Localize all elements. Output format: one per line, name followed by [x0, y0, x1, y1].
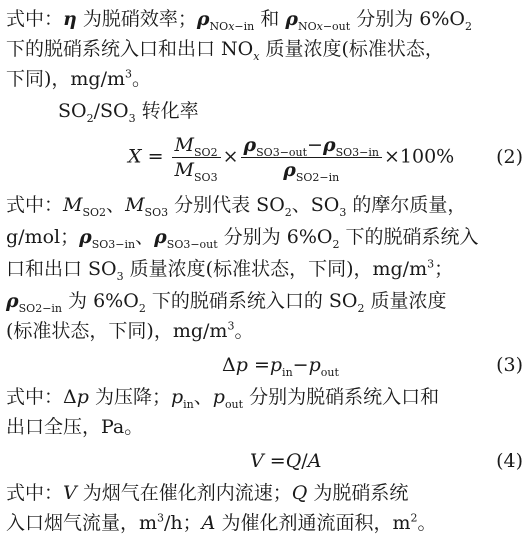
minus-operator: −: [292, 354, 309, 376]
subscript: 3: [128, 111, 136, 125]
fraction-molar-mass: [172, 134, 221, 184]
text: SO: [58, 100, 87, 122]
pressure-symbol: p: [308, 354, 321, 376]
molar-mass-symbol: M: [125, 194, 145, 216]
paragraph-line: [6, 34, 526, 64]
fraction-concentration: [241, 134, 382, 184]
pressure-symbol: p: [212, 386, 225, 408]
text: 、SO: [291, 194, 340, 216]
molar-mass-symbol: M: [174, 159, 195, 181]
subscript: SO2: [82, 205, 107, 219]
text: 分别为 6%O: [217, 226, 333, 248]
molar-mass-symbol: M: [174, 134, 195, 156]
paragraph-line: [6, 382, 526, 412]
paragraph-line: [6, 412, 526, 442]
pressure-symbol: p: [76, 386, 89, 408]
subscript: NO: [297, 19, 317, 33]
flow-rate-symbol: Q: [285, 450, 302, 472]
text: 式中：: [6, 482, 64, 504]
subscript: in: [183, 397, 194, 411]
subscript: 3: [339, 205, 347, 219]
text: 质量浓度(标准状态，: [259, 38, 444, 60]
superscript: 3: [125, 67, 133, 81]
text: 分别代表 SO: [168, 194, 285, 216]
subscript: SO2: [194, 145, 218, 159]
area-symbol: A: [307, 450, 322, 472]
subscript: SO2−in: [295, 170, 340, 184]
text: 下同)，mg/m: [6, 68, 126, 90]
text: ；: [434, 258, 454, 280]
text: 的摩尔质量，: [346, 194, 467, 216]
text: 。: [417, 512, 437, 534]
delta-symbol: Δ: [222, 354, 236, 376]
paragraph-line: [6, 4, 526, 34]
text: 为烟气在催化剂内流速；: [76, 482, 292, 504]
rho-symbol: ρ: [283, 159, 296, 181]
flow-rate-symbol: Q: [291, 482, 308, 504]
superscript: 3: [427, 257, 435, 271]
subscript: out: [320, 365, 339, 379]
rho-symbol: ρ: [322, 134, 336, 156]
text: 转化率: [135, 100, 199, 122]
rho-symbol: ρ: [6, 290, 19, 312]
paragraph-line: [6, 286, 526, 316]
subscript: 2: [357, 301, 365, 315]
text: 质量浓度: [364, 290, 447, 312]
subscript: −in: [234, 19, 255, 33]
text: 为 6%O: [62, 290, 139, 312]
rho-symbol: ρ: [79, 226, 92, 248]
subscript: out: [224, 397, 244, 411]
subscript: SO3: [144, 205, 169, 219]
subscript: 2: [86, 111, 94, 125]
equation-number: (3): [496, 354, 523, 376]
rho-symbol: ρ: [243, 134, 257, 156]
text: 下的脱硝系统入口和出口 NO: [6, 38, 254, 60]
molar-mass-symbol: M: [63, 194, 83, 216]
pressure-symbol: p: [235, 354, 248, 376]
text: 式中：: [6, 194, 64, 216]
text: 、: [106, 194, 126, 216]
superscript: 3: [227, 319, 235, 333]
paragraph-line: [6, 508, 526, 538]
equation-3: [222, 350, 339, 380]
times-operator: ×: [222, 145, 239, 168]
delta-symbol: Δ: [63, 386, 77, 408]
pressure-symbol: p: [170, 386, 184, 408]
subscript: 2: [284, 205, 292, 219]
text: 下的脱硝系统入: [339, 226, 479, 248]
subscript: x: [316, 19, 323, 33]
equals-operator: =: [263, 450, 286, 472]
subscript: in: [282, 365, 293, 379]
velocity-symbol: V: [250, 450, 264, 472]
text: 口和出口 SO: [6, 258, 117, 280]
times-operator: ×100%: [383, 145, 455, 168]
text: 式中：: [6, 8, 64, 30]
text: 质量浓度(标准状态，下同)，mg/m: [123, 258, 428, 280]
subscript: SO3−out: [256, 145, 308, 159]
subscript: 3: [116, 269, 124, 283]
subscript: 2: [332, 237, 340, 251]
subscript: SO3: [194, 170, 218, 184]
area-symbol: A: [201, 512, 216, 534]
text: 、: [193, 386, 213, 408]
text: 出口全压，Pa。: [6, 416, 144, 438]
section-heading: [58, 96, 531, 126]
velocity-symbol: V: [63, 482, 77, 504]
subscript: 2: [465, 19, 473, 33]
superscript: 2: [410, 511, 418, 525]
paragraph-line: [6, 190, 526, 220]
eta-symbol: η: [63, 8, 77, 30]
subscript: NO: [209, 19, 229, 33]
paragraph-line: [6, 316, 526, 346]
subscript: SO2−in: [18, 301, 63, 315]
text: 入口烟气流量，m: [6, 512, 158, 534]
minus-operator: −: [307, 134, 323, 156]
text: /SO: [93, 100, 129, 122]
text: 为压降；: [88, 386, 171, 408]
paragraph-line: [6, 64, 526, 94]
equation-number: (2): [496, 146, 523, 168]
subscript: x: [253, 49, 260, 63]
division-operator: /: [301, 450, 308, 472]
equation-number: (4): [496, 450, 523, 472]
text: 下的脱硝系统入口的 SO: [145, 290, 358, 312]
equation-2: [128, 134, 455, 184]
superscript: 3: [157, 511, 165, 525]
pressure-symbol: p: [269, 354, 283, 376]
text: (标准状态，下同)，mg/m: [6, 320, 228, 342]
subscript: SO3−out: [166, 237, 218, 251]
text: 为催化剂通流面积，m: [215, 512, 411, 534]
subscript: −out: [322, 19, 351, 33]
text: 分别为脱硝系统入口和: [243, 386, 440, 408]
subscript: SO3−in: [91, 237, 136, 251]
paragraph-line: [6, 478, 526, 508]
subscript: 2: [138, 301, 146, 315]
equation-4: [250, 446, 321, 476]
subscript: x: [228, 19, 235, 33]
text: 。: [234, 320, 254, 342]
paragraph-line: [6, 254, 526, 284]
equation-lhs: X =: [128, 145, 164, 168]
rho-symbol: ρ: [285, 8, 298, 30]
paragraph-line: [6, 222, 526, 252]
rho-symbol: ρ: [196, 8, 210, 30]
subscript: SO3−in: [335, 145, 379, 159]
text: 和: [254, 8, 286, 30]
text: g/mol；: [6, 226, 80, 248]
rho-symbol: ρ: [154, 226, 167, 248]
text: 。: [132, 68, 152, 90]
equals-operator: =: [247, 354, 270, 376]
text: 式中：: [6, 386, 64, 408]
text: /h；: [164, 512, 202, 534]
text: 为脱硝效率；: [76, 8, 197, 30]
text: 为脱硝系统: [307, 482, 409, 504]
text: 分别为 6%O: [350, 8, 466, 30]
text: 、: [135, 226, 155, 248]
